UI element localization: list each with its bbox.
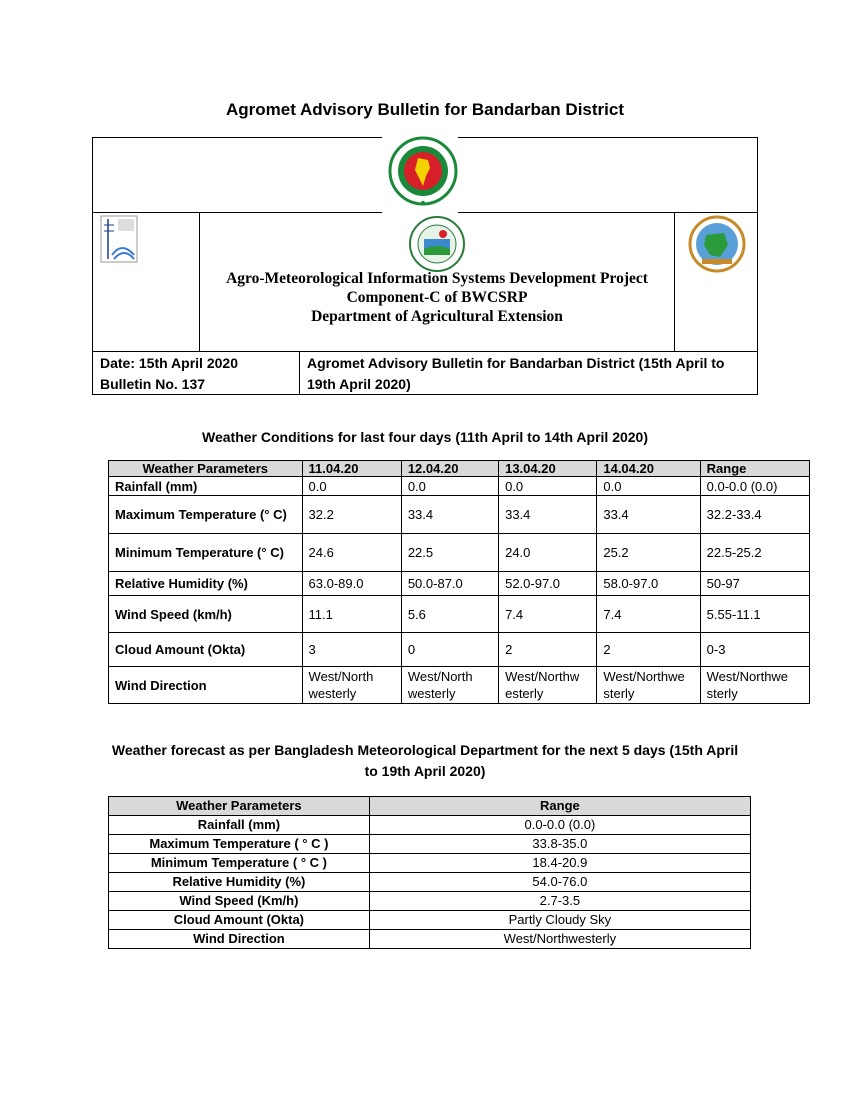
value-cell: 0.0: [401, 477, 498, 496]
table-row: [109, 930, 751, 949]
table-row: [109, 873, 751, 892]
value-cell: 50-97: [700, 572, 809, 596]
value-cell: 52.0-97.0: [499, 572, 597, 596]
ministry-logo: [688, 215, 746, 273]
table-row: [109, 854, 751, 873]
parameter-cell: Cloud Amount (Okta): [109, 911, 370, 930]
parameter-cell: Maximum Temperature (° C): [109, 496, 303, 534]
bulletin-header: [92, 137, 758, 395]
bulletin-number: Bulletin No. 137: [100, 376, 206, 392]
value-cell: 24.6: [302, 534, 401, 572]
value-cell: 33.4: [597, 496, 700, 534]
parameter-cell: Maximum Temperature ( ° C ): [109, 835, 370, 854]
date-info: [100, 353, 238, 395]
value-cell: 33.4: [499, 496, 597, 534]
bulletin-date: Date: 15th April 2020: [100, 355, 238, 371]
column-header: 14.04.20: [597, 461, 700, 477]
table-row: [109, 596, 810, 633]
parameter-cell: Wind Direction: [109, 667, 303, 704]
table-row: [109, 477, 810, 496]
parameter-cell: Wind Speed (Km/h): [109, 892, 370, 911]
past-weather-table: [108, 460, 810, 704]
project-line-1: Agro-Meteorological Information Systems Development Project: [226, 270, 648, 287]
value-cell: 0.0-0.0 (0.0): [700, 477, 809, 496]
value-cell: 5.6: [401, 596, 498, 633]
table-row: [109, 633, 810, 667]
value-cell: West/North westerly: [401, 667, 498, 704]
government-seal-logo: [388, 136, 458, 206]
value-cell: 22.5-25.2: [700, 534, 809, 572]
column-header: Weather Parameters: [109, 797, 370, 816]
value-cell: West/Northwesterly: [369, 930, 750, 949]
value-cell: 32.2-33.4: [700, 496, 809, 534]
table-row: [109, 534, 810, 572]
value-cell: 32.2: [302, 496, 401, 534]
column-header: Range: [369, 797, 750, 816]
parameter-cell: Relative Humidity (%): [109, 873, 370, 892]
table-row: [109, 572, 810, 596]
value-cell: 33.4: [401, 496, 498, 534]
table-row: [109, 911, 751, 930]
value-cell: 2: [597, 633, 700, 667]
svg-text:●: ●: [420, 200, 426, 206]
column-header: Weather Parameters: [109, 461, 303, 477]
value-cell: 58.0-97.0: [597, 572, 700, 596]
column-header: Range: [700, 461, 809, 477]
value-cell: 7.4: [499, 596, 597, 633]
column-header: 12.04.20: [401, 461, 498, 477]
value-cell: 3: [302, 633, 401, 667]
table-row: [109, 835, 751, 854]
table-row: [109, 816, 751, 835]
parameter-cell: Wind Direction: [109, 930, 370, 949]
value-cell: 33.8-35.0: [369, 835, 750, 854]
value-cell: 2.7-3.5: [369, 892, 750, 911]
value-cell: West/Northw esterly: [499, 667, 597, 704]
column-header: 13.04.20: [499, 461, 597, 477]
value-cell: West/Northwe sterly: [597, 667, 700, 704]
value-cell: 25.2: [597, 534, 700, 572]
value-cell: 0.0-0.0 (0.0): [369, 816, 750, 835]
weather-station-logo: [100, 215, 138, 263]
parameter-cell: Relative Humidity (%): [109, 572, 303, 596]
parameter-cell: Rainfall (mm): [109, 816, 370, 835]
value-cell: 0: [401, 633, 498, 667]
value-cell: 24.0: [499, 534, 597, 572]
parameter-cell: Rainfall (mm): [109, 477, 303, 496]
forecast-table: [108, 796, 751, 949]
dae-logo: [408, 215, 466, 273]
value-cell: Partly Cloudy Sky: [369, 911, 750, 930]
table-header-row: [109, 461, 810, 477]
table-header-row: [109, 797, 751, 816]
value-cell: 0.0: [499, 477, 597, 496]
bulletin-subtitle: Agromet Advisory Bulletin for Bandarban District (15th April to 19th April 2020): [307, 355, 725, 392]
value-cell: 54.0-76.0: [369, 873, 750, 892]
project-line-3: Department of Agricultural Extension: [311, 308, 563, 325]
value-cell: 0.0: [597, 477, 700, 496]
forecast-heading: Weather forecast as per Bangladesh Meteorological Department for the next 5 days (15th April to 19th April 2020): [111, 742, 739, 779]
parameter-cell: Minimum Temperature ( ° C ): [109, 854, 370, 873]
value-cell: 5.55-11.1: [700, 596, 809, 633]
value-cell: 7.4: [597, 596, 700, 633]
value-cell: 11.1: [302, 596, 401, 633]
table-row: [109, 892, 751, 911]
value-cell: 22.5: [401, 534, 498, 572]
value-cell: 0-3: [700, 633, 809, 667]
value-cell: 63.0-89.0: [302, 572, 401, 596]
parameter-cell: Minimum Temperature (° C): [109, 534, 303, 572]
value-cell: 50.0-87.0: [401, 572, 498, 596]
parameter-cell: Cloud Amount (Okta): [109, 633, 303, 667]
value-cell: West/Northwe sterly: [700, 667, 809, 704]
value-cell: 18.4-20.9: [369, 854, 750, 873]
page-title: Agromet Advisory Bulletin for Bandarban District: [226, 100, 624, 119]
past-weather-heading: Weather Conditions for last four days (11th April to 14th April 2020): [202, 429, 648, 445]
value-cell: 2: [499, 633, 597, 667]
project-line-2: Component-C of BWCSRP: [346, 289, 528, 306]
column-header: 11.04.20: [302, 461, 401, 477]
parameter-cell: Wind Speed (km/h): [109, 596, 303, 633]
value-cell: West/North westerly: [302, 667, 401, 704]
value-cell: 0.0: [302, 477, 401, 496]
table-row: [109, 667, 810, 704]
table-row: [109, 496, 810, 534]
project-title: [200, 269, 674, 326]
